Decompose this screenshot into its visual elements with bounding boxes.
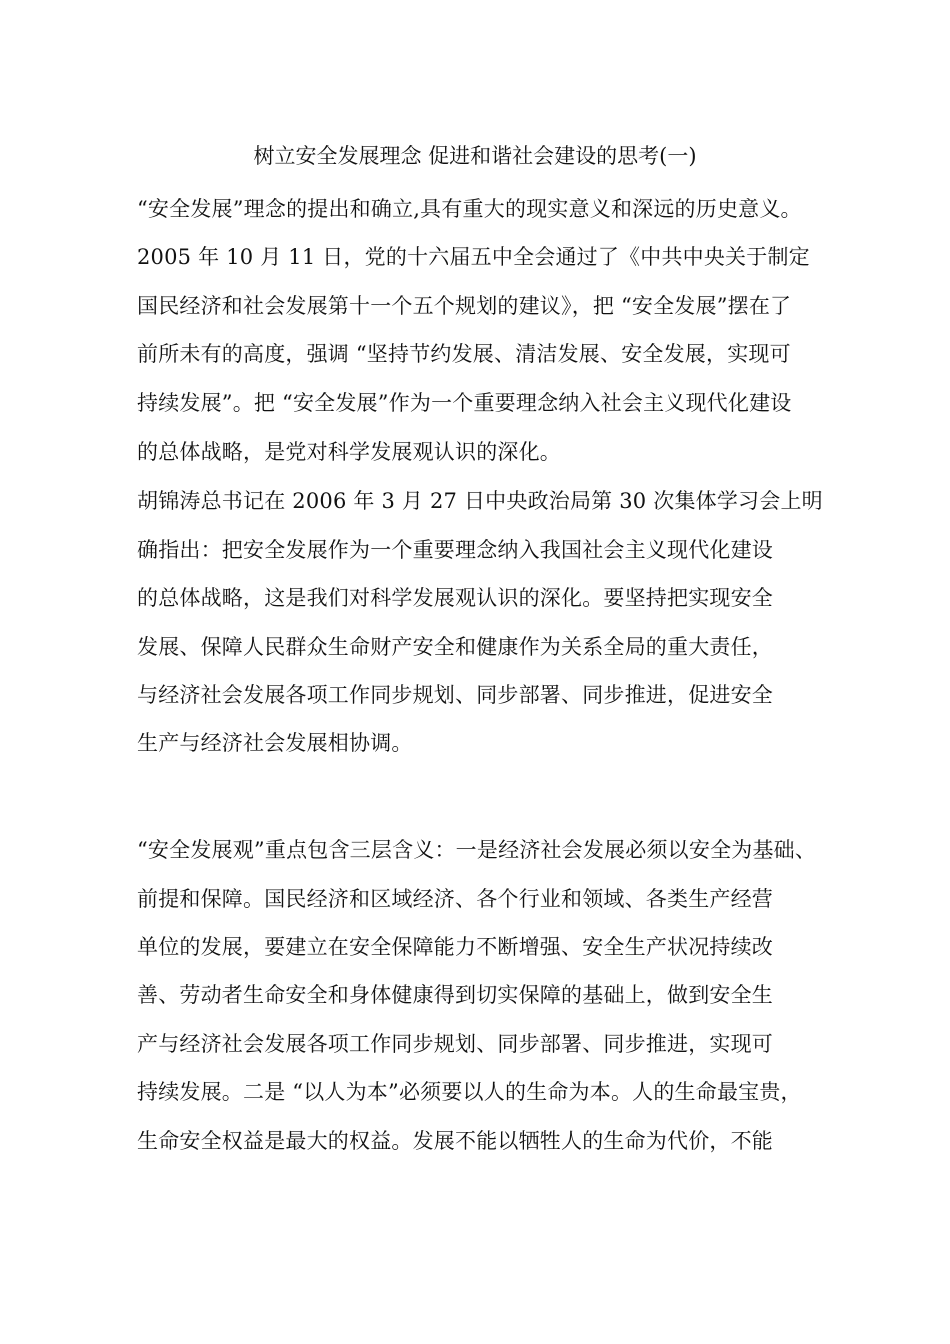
text-line: 的总体战略，是党对科学发展观认识的深化。 [137,440,561,464]
text-line: 发展、保障人民群众生命财产安全和健康作为关系全局的重大责任， [137,635,773,659]
text-line: 生命安全权益是最大的权益。发展不能以牺牲人的生命为代价，不能 [137,1129,773,1153]
text-line: “安全发展”理念的提出和确立,具有重大的现实意义和深远的历史意义。 [137,197,802,221]
text-line: 持续发展”。把 “安全发展”作为一个重要理念纳入社会主义现代化建设 [137,391,792,415]
text-line: 2005 年 10 月 11 日，党的十六届五中全会通过了《中共中央关于制定 [137,245,810,269]
text-line: “安全发展观”重点包含三层含义：一是经济社会发展必须以安全为基础、 [137,838,817,862]
text-line: 前所未有的高度，强调 “坚持节约发展、清洁发展、安全发展，实现可 [137,342,791,366]
text-line: 国民经济和社会发展第十一个五个规划的建议》，把 “安全发展”摆在了 [137,294,792,318]
text-line: 善、劳动者生命安全和身体健康得到切实保障的基础上，做到安全生 [137,983,773,1007]
text-line: 与经济社会发展各项工作同步规划、同步部署、同步推进，促进安全 [137,683,773,707]
text-line: 确指出：把安全发展作为一个重要理念纳入我国社会主义现代化建设 [137,538,773,562]
text-line: 产与经济社会发展各项工作同步规划、同步部署、同步推进，实现可 [137,1032,773,1056]
text-line: 单位的发展，要建立在安全保障能力不断增强、安全生产状况持续改 [137,935,773,959]
text-line: 生产与经济社会发展相协调。 [137,731,413,755]
text-line: 的总体战略，这是我们对科学发展观认识的深化。要坚持把实现安全 [137,586,773,610]
document-title: 树立安全发展理念 促进和谐社会建设的思考(一) [253,144,697,168]
text-line: 前提和保障。国民经济和区域经济、各个行业和领域、各类生产经营 [137,887,773,911]
text-line: 胡锦涛总书记在 2006 年 3 月 27 日中央政治局第 30 次集体学习会上明 [137,489,823,513]
text-line: 持续发展。二是 “以人为本”必须要以人的生命为本。人的生命最宝贵， [137,1080,802,1104]
